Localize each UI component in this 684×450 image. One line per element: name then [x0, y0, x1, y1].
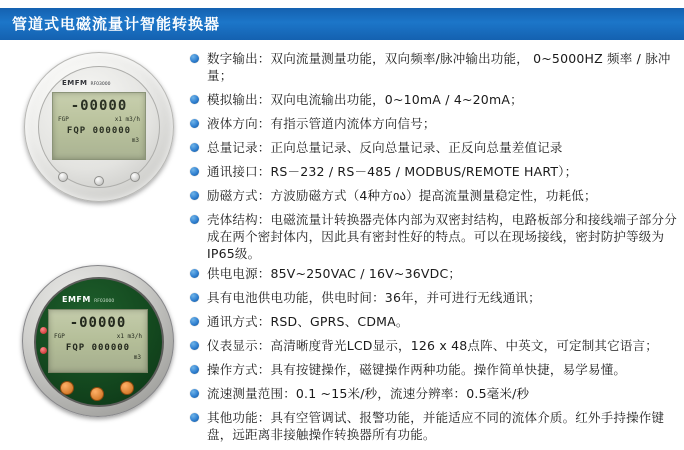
list-item-text: 供电电源：85V~250VAC / 16V~36VDC； — [207, 266, 462, 281]
photo-column-bottom — [6, 261, 184, 421]
spec-list-top — [190, 50, 680, 269]
device-button-right — [120, 381, 134, 395]
status-led-upper — [40, 327, 47, 334]
bullet-icon — [190, 167, 199, 176]
list-item-text: 液体方向：有指示管道内流体方向信号； — [207, 116, 436, 131]
list-item — [190, 211, 680, 262]
lcd-total-unit: m3 — [133, 354, 141, 361]
lcd-unit-row — [49, 333, 147, 340]
device-button-center — [90, 387, 104, 401]
lcd-fgp-label: FGP — [54, 333, 65, 340]
list-item — [190, 163, 680, 180]
list-item-text: 励磁方式：方波励磁方式（4种方ია）提高流量测量稳定性，功耗低； — [207, 188, 597, 203]
list-item — [190, 265, 680, 282]
brand-text: EMFM — [62, 79, 88, 87]
lcd-total-value: FQP 000000 — [66, 126, 132, 136]
lcd-unit-row — [53, 116, 145, 123]
list-item — [190, 385, 680, 402]
list-item — [190, 187, 680, 204]
device-brand-label — [62, 295, 114, 304]
lcd-flow-value: -00000 — [70, 98, 128, 114]
device-button-left — [60, 381, 74, 395]
section-top — [0, 46, 684, 261]
lcd-total-value: FQP 000000 — [65, 343, 131, 353]
lcd-total-unit: m3 — [131, 137, 139, 144]
brand-text: EMFM — [62, 295, 91, 304]
lcd-flow-unit: x1 m3/h — [116, 333, 142, 340]
section-bottom — [0, 261, 684, 443]
list-item — [190, 409, 680, 443]
lcd-flow-value: -00000 — [69, 315, 127, 331]
list-item-text: 流速测量范围：0.1 ~15米/秒，流速分辨率：0.5毫米/秒 — [207, 386, 530, 401]
list-item-text: 数字输出：双向流量测量功能，双向频率/脉冲输出功能， 0~5000HZ 频率 / 脉冲量； — [207, 51, 671, 83]
device-knob-left — [58, 172, 68, 182]
list-item — [190, 50, 680, 84]
green-transmitter-photo — [18, 261, 178, 421]
list-item-text: 具有电池供电功能，供电时间：36年，并可进行无线通讯； — [207, 290, 541, 305]
page-header — [0, 8, 684, 40]
brand-model-text: RF03000 — [90, 82, 111, 87]
device-brand-label — [62, 79, 110, 87]
bullet-icon — [190, 317, 199, 326]
list-item-text: 总量记录：正向总量记录、反向总量记录、正反向总量差值记录 — [207, 140, 563, 155]
lcd-screen — [48, 309, 148, 373]
list-item — [190, 139, 680, 156]
bullet-icon — [190, 293, 199, 302]
list-item — [190, 115, 680, 132]
list-item — [190, 313, 680, 330]
white-transmitter-photo — [18, 46, 178, 206]
bullet-icon — [190, 119, 199, 128]
bullet-icon — [190, 143, 199, 152]
bullet-icon — [190, 191, 199, 200]
lcd-fgp-label: FGP — [58, 116, 69, 123]
content-area — [0, 46, 684, 443]
bullet-icon — [190, 365, 199, 374]
lcd-flow-unit: x1 m3/h — [114, 116, 140, 123]
bullet-icon — [190, 341, 199, 350]
bullet-icon — [190, 389, 199, 398]
list-item-text: 壳体结构：电磁流量计转换器壳体内部为双密封结构，电路板部分和接线端子部分分成在两个密封体内，因此具有密封性好的特点。可以在现场接线，密封防护等级为IP65级。 — [207, 212, 677, 261]
bullet-icon — [190, 215, 199, 224]
list-item-text: 模拟输出：双向电流输出功能，0~10mA / 4~20mA； — [207, 92, 523, 107]
list-item — [190, 289, 680, 306]
bullet-icon — [190, 413, 199, 422]
device-knob-right — [130, 172, 140, 182]
list-item — [190, 91, 680, 108]
list-item-text: 其他功能：具有空管调试、报警功能，并能适应不同的流体介质。红外手持操作键盘，远距离非接触操作转换器所有功能。 — [207, 410, 665, 442]
device-knob-center — [94, 176, 104, 186]
bullet-icon — [190, 54, 199, 63]
spec-list-bottom — [190, 265, 680, 450]
list-item-text: 仪表显示：高清晰度背光LCD显示，126 x 48点阵、中英文，可定制其它语言； — [207, 338, 658, 353]
list-item-text: 通讯接口：RS－232 / RS－485 / MODBUS/REMOTE HART）； — [207, 164, 578, 179]
list-item — [190, 361, 680, 378]
page-title: 管道式电磁流量计智能转换器 — [12, 15, 221, 33]
brand-model-text: RF03000 — [94, 299, 115, 304]
list-item-text: 通讯方式：RSD、GPRS、CDMA。 — [207, 314, 409, 329]
list-item — [190, 337, 680, 354]
lcd-screen — [52, 92, 146, 160]
photo-column-top — [6, 46, 184, 206]
bullet-icon — [190, 95, 199, 104]
status-led-lower — [40, 347, 47, 354]
list-item-text: 操作方式：具有按键操作，磁键操作两种功能。操作简单快捷，易学易懂。 — [207, 362, 627, 377]
bullet-icon — [190, 269, 199, 278]
